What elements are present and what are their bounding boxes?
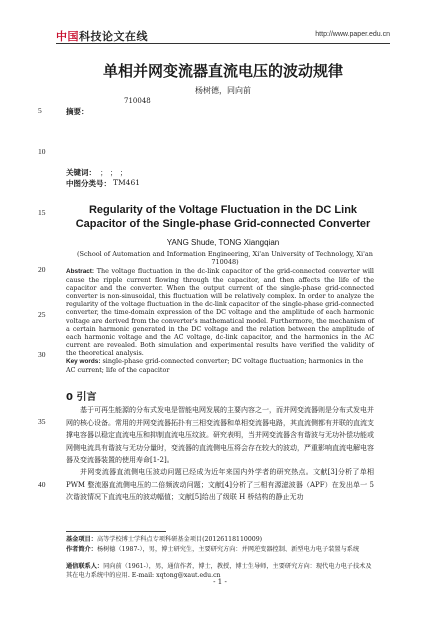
line-number-40: 40 — [38, 480, 46, 489]
keywords-english — [66, 357, 374, 374]
line-number-25: 25 — [38, 310, 46, 319]
authors-english: YANG Shude, TONG Xiangqian — [166, 238, 280, 247]
affiliation-english: (School of Automation and Information Engineering, Xi'an University of Technology, Xi'an 710048) — [77, 250, 373, 266]
intro-paragraph-1: 基于可再生能源的分布式发电是智能电网发展的主要内容之一，而并网变流器则是分布式发电并网的核心设备。常用的并网变流器拓扑有三相变流器和单相变流器电路，其直流侧都有并联的直流支撑电容器以稳定直流电压和抑制直流电压纹波。研究表明，当并网变流器含有谐波与无功补偿功能或网侧电流具有谐波与无功分量时，变流器的直流侧电压将会存在较大的波动，严重影响直流电解电容器及变流器装置的使用寿命[1-2]。 — [66, 406, 374, 465]
abstract-english — [66, 267, 374, 357]
title-english-line1: Regularity of the Voltage Fluctuation in the DC Link — [88, 204, 358, 216]
line-number-15: 15 — [38, 208, 46, 217]
footnote-author-bio-text: 杨树德（1987-），男，博士研究生，主要研究方向：并网逆变器控制、新型电力电子装置与系统 — [96, 546, 360, 553]
abstract-cn-label: 摘要： — [66, 107, 89, 116]
line-number-10: 10 — [38, 147, 46, 156]
footnote-funding — [66, 535, 374, 544]
abstract-english-label: Abstract: — [66, 268, 95, 275]
logo-black-text: 科技论文在线 — [79, 30, 148, 43]
section-heading-introduction: 0 引言 — [66, 392, 97, 403]
line-number-30: 30 — [38, 350, 46, 359]
keywords-cn-separators: ； ； ； — [100, 168, 128, 177]
footnote-rule — [66, 531, 166, 532]
footnote-funding-label: 基金项目： — [66, 536, 97, 543]
clc-label: 中图分类号： — [66, 179, 111, 188]
footnote-funding-text: 高等学校博士学科点专项科研基金项目(20126118110009) — [96, 536, 263, 543]
title-english — [56, 203, 390, 231]
keywords-cn-label: 关键词： — [66, 168, 96, 177]
title-english-line2: Capacitor of the Single-phase Grid-connected Converter — [75, 218, 371, 230]
footnote-author-bio — [66, 545, 374, 554]
intro-paragraph-2: 并网变流器直流侧电压波动问题已经成为近年来国内外学者的研究热点。文献[3]分析了单相 PWM 整流器直流侧电压的二倍频波动问题；文献[4]分析了三相有源滤波器（APF）在发出单一 5 次谐波情况下直流电压的波动幅值；文献[5]给出了级联 H 桥结构的静止无功 — [66, 468, 374, 502]
footnote-author-bio-label: 作者简介： — [66, 546, 97, 553]
line-number-5: 5 — [38, 106, 42, 115]
authors-chinese: 杨树德，同向前 — [195, 86, 251, 95]
keywords-english-label: Key words: — [66, 358, 101, 365]
footnote-contact-label: 通信联系人： — [66, 563, 104, 570]
keywords-english-text: single-phase grid-connected converter; DC voltage fluctuation; harmonics in the AC current; life of the capacitor — [66, 357, 364, 375]
site-logo[interactable] — [56, 28, 148, 44]
logo-red-text: 中国 — [56, 30, 79, 43]
page-header — [56, 26, 390, 46]
line-number-20: 20 — [38, 265, 46, 274]
abstract-english-text: The voltage fluctuation in the dc-link capacitor of the grid-connected converter will cause the ripple current flowing through the capacitor, and then affects the life of the capacitor and the converter. When the output current of the single-phase grid-connected converter is non-sinusoidal, this fluctuation will be relatively complex. In order to analyze the regularity of the voltage fluctuation in the dc-link capacitor of the single-phase grid-connected converter, the time-domain expression of the DC voltage and the amplitude of each harmonic voltage are derived from the converter's mathematical model. Furthermore, the mechanism of a certain harmonic generated in the DC voltage and the relation between the amplitude of each harmonic voltage and the AC voltage, dc-link capacitor, and the harmonics in the AC current are revealed. Both simulation and experimental results have verified the validity of the theoretical analysis. — [66, 267, 374, 357]
site-url-link[interactable]: http://www.paper.edu.cn — [315, 31, 390, 38]
title-chinese: 单相并网变流器直流电压的波动规律 — [102, 62, 343, 80]
clc-value: TM461 — [113, 178, 140, 187]
zip-code-chinese: 710048 — [124, 97, 151, 105]
footnote-contact-text: 同向前（1961-），男，通信作者，博士，教授，博士生导师，主要研究方向：现代电力电子技术及其在电力系统中的应用. E-mail: xqtong@xaut.edu.cn — [66, 563, 372, 579]
line-number-35: 35 — [38, 417, 46, 426]
page-number: - 1 - — [213, 578, 227, 586]
header-rule — [56, 43, 390, 44]
